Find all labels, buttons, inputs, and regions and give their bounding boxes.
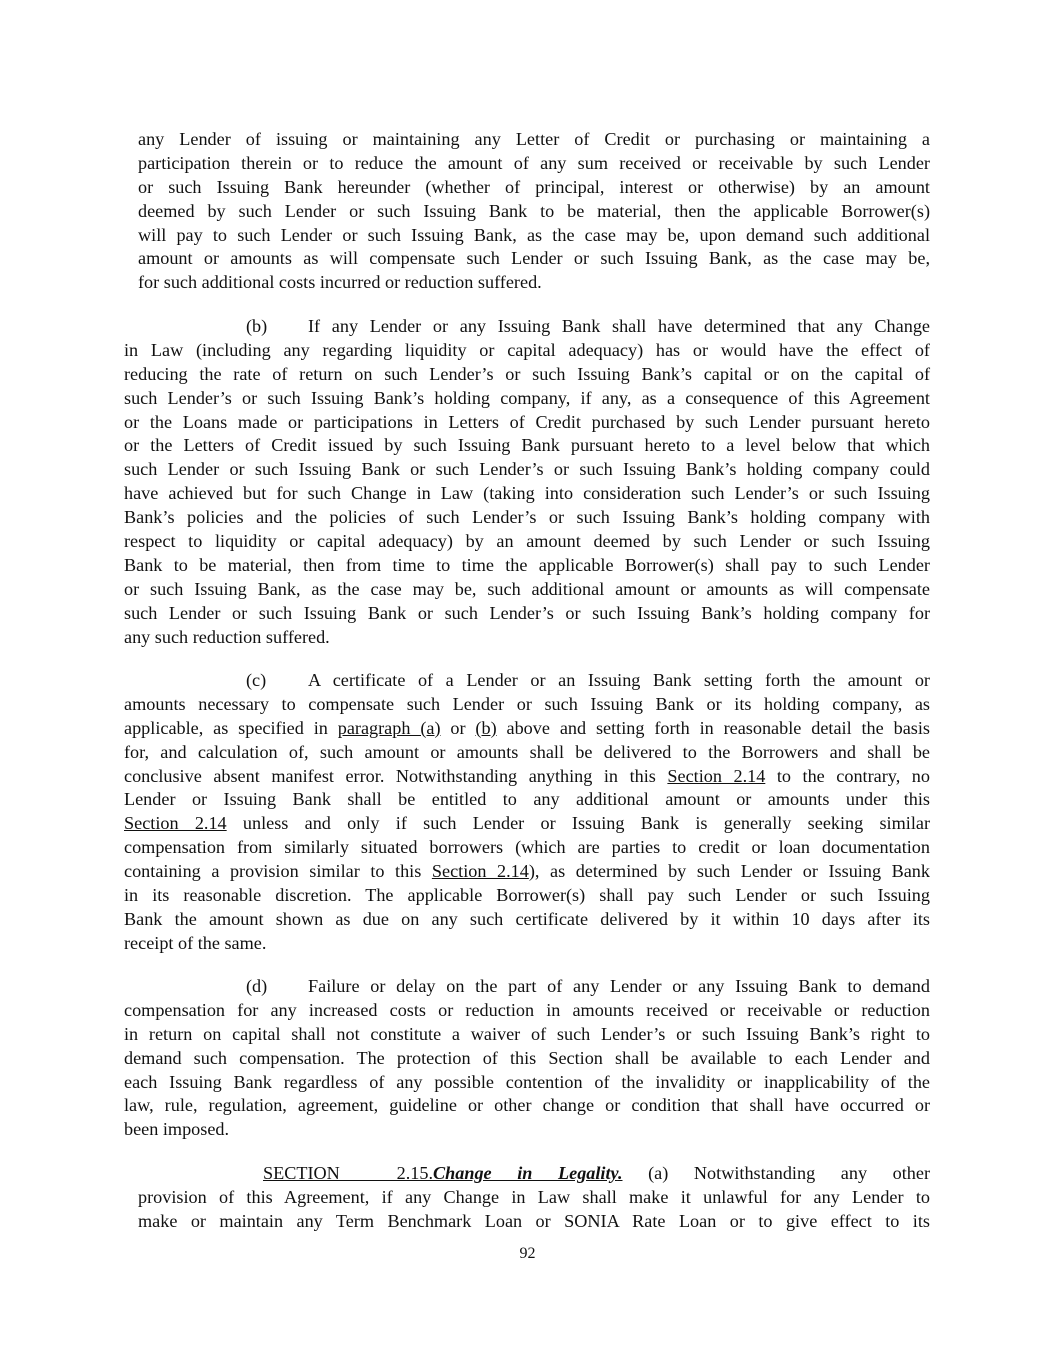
paragraph-label: (b) [246,316,268,336]
section-title: Change in Legality [433,1163,618,1183]
text-line: or the Letters of Credit issued by such Issuing Bank pursuant hereto to a level below that which [124,435,930,456]
section-2-15 [138,1162,930,1234]
text-line: participation therein or to reduce the amount of any sum received or receivable by such Lender [138,152,930,173]
section-2-14-link[interactable]: Section 2.14 [667,765,766,786]
text-line: compensation for any increased costs or reduction in amounts received or receivable or reduction [124,999,930,1020]
text-line: deemed by such Lender or such Issuing Bank to be material, then the applicable Borrower(s) [138,200,930,221]
text-line: receipt of the same. [124,932,267,953]
text-line: respect to liquidity or capital adequacy) by an amount deemed by such Lender or such Issuing [124,531,930,552]
paragraph-d [124,975,930,1142]
section-2-14-link[interactable]: Section 2.14 [431,861,529,882]
text-line: Lender or Issuing Bank shall be entitled to any additional amount or amounts under this [124,789,930,810]
text-line: for such additional costs incurred or reduction suffered. [138,272,542,293]
section-heading-line: SECTION 2.15.Change in Legality. (a) Notwithstanding any other [138,1162,930,1186]
text-line: or the Loans made or participations in Letters of Credit purchased by such Lender pursuant hereto [124,411,930,432]
text-line: any such reduction suffered. [124,626,330,647]
text-line: in return on capital shall not constitute a waiver of such Lender’s or such Issuing Bank’s right to [124,1023,930,1044]
text-line: in Law (including any regarding liquidity or capital adequacy) has or would have the effect of [124,339,930,360]
paragraph-b [124,315,930,649]
paragraph-label: (c) [246,670,267,690]
text-line: compensation from similarly situated borrowers (which are parties to credit or loan documentation [124,837,930,858]
text-line: been imposed. [124,1119,230,1140]
text-line: have achieved but for such Change in Law (taking into consideration such Lender’s or such Issuing [124,483,930,504]
paragraph-label: (d) [246,976,268,996]
text-line: will pay to such Lender or such Issuing Bank, as the case may be, upon demand such additional [138,224,930,245]
text-line: such Lender or such Issuing Bank or such Lender’s or such Issuing Bank’s holding company could [124,459,930,480]
text-line: amounts necessary to compensate such Lender or such Issuing Bank or its holding company, as [124,693,930,714]
text-line: Section 2.14 unless and only if such Lender or Issuing Bank is generally seeking similar [124,813,930,834]
paragraph-a-link[interactable]: paragraph (a) [337,717,441,738]
paragraph-b-link[interactable]: (b) [475,717,497,738]
text-line: for, and calculation of, such amount or amounts shall be delivered to the Borrowers and shall be [124,741,930,762]
text-line: any Lender of issuing or maintaining any Letter of Credit or purchasing or maintaining a [138,129,930,149]
section-number: SECTION 2.15. [263,1163,433,1183]
text-line: or such Issuing Bank hereunder (whether of principal, interest or otherwise) by an amount [138,176,930,197]
text-line-first: (b) If any Lender or any Issuing Bank shall have determined that any Change [124,315,930,339]
text-line: amount or amounts as will compensate such Lender or such Issuing Bank, as the case may be, [138,248,930,269]
text-line: Bank’s policies and the policies of such Lender’s or such Issuing Bank’s holding company with [124,507,930,528]
text-line-first: (d) Failure or delay on the part of any Lender or any Issuing Bank to demand [124,975,930,999]
text-line: or such Issuing Bank, as the case may be, such additional amount or amounts as will compensate [124,578,930,599]
paragraph-c [124,669,930,956]
text-line: demand such compensation. The protection of this Section shall be available to each Lender and [124,1047,930,1068]
text-line: law, rule, regulation, agreement, guideline or other change or condition that shall have occurred or [124,1095,930,1116]
text-line: in its reasonable discretion. The applicable Borrower(s) shall pay such Lender or such Issuing [124,885,930,906]
text-line: such Lender’s or such Issuing Bank’s holding company, if any, as a consequence of this Agreement [124,387,930,408]
text-line: Bank to be material, then from time to time the applicable Borrower(s) shall pay to such Lender [124,554,930,575]
text-line: reducing the rate of return on such Lender’s or such Issuing Bank’s capital or on the capital of [124,363,930,384]
page-number: 92 [519,1245,536,1262]
text-line-first: (c) A certificate of a Lender or an Issuing Bank setting forth the amount or [124,669,930,693]
text-line: each Issuing Bank regardless of any possible contention of the invalidity or inapplicability of the [124,1071,930,1092]
paragraph-continuation [138,128,930,295]
section-2-14-link[interactable]: Section 2.14 [124,813,227,834]
text-line: make or maintain any Term Benchmark Loan or SONIA Rate Loan or to give effect to its [138,1210,930,1231]
text-line: Bank the amount shown as due on any such certificate delivered by it within 10 days after its [124,908,930,929]
text-line: applicable, as specified in paragraph (a) or (b) above and setting forth in reasonable detail the basis [124,717,930,738]
text-line: such Lender or such Issuing Bank or such Lender’s or such Issuing Bank’s holding company for [124,602,930,623]
text-line: provision of this Agreement, if any Change in Law shall make it unlawful for any Lender to [138,1186,930,1207]
text-line: containing a provision similar to this Section 2.14), as determined by such Lender or Issuing Bank [124,861,930,882]
text-line: conclusive absent manifest error. Notwithstanding anything in this Section 2.14 to the contrary, no [124,765,930,786]
